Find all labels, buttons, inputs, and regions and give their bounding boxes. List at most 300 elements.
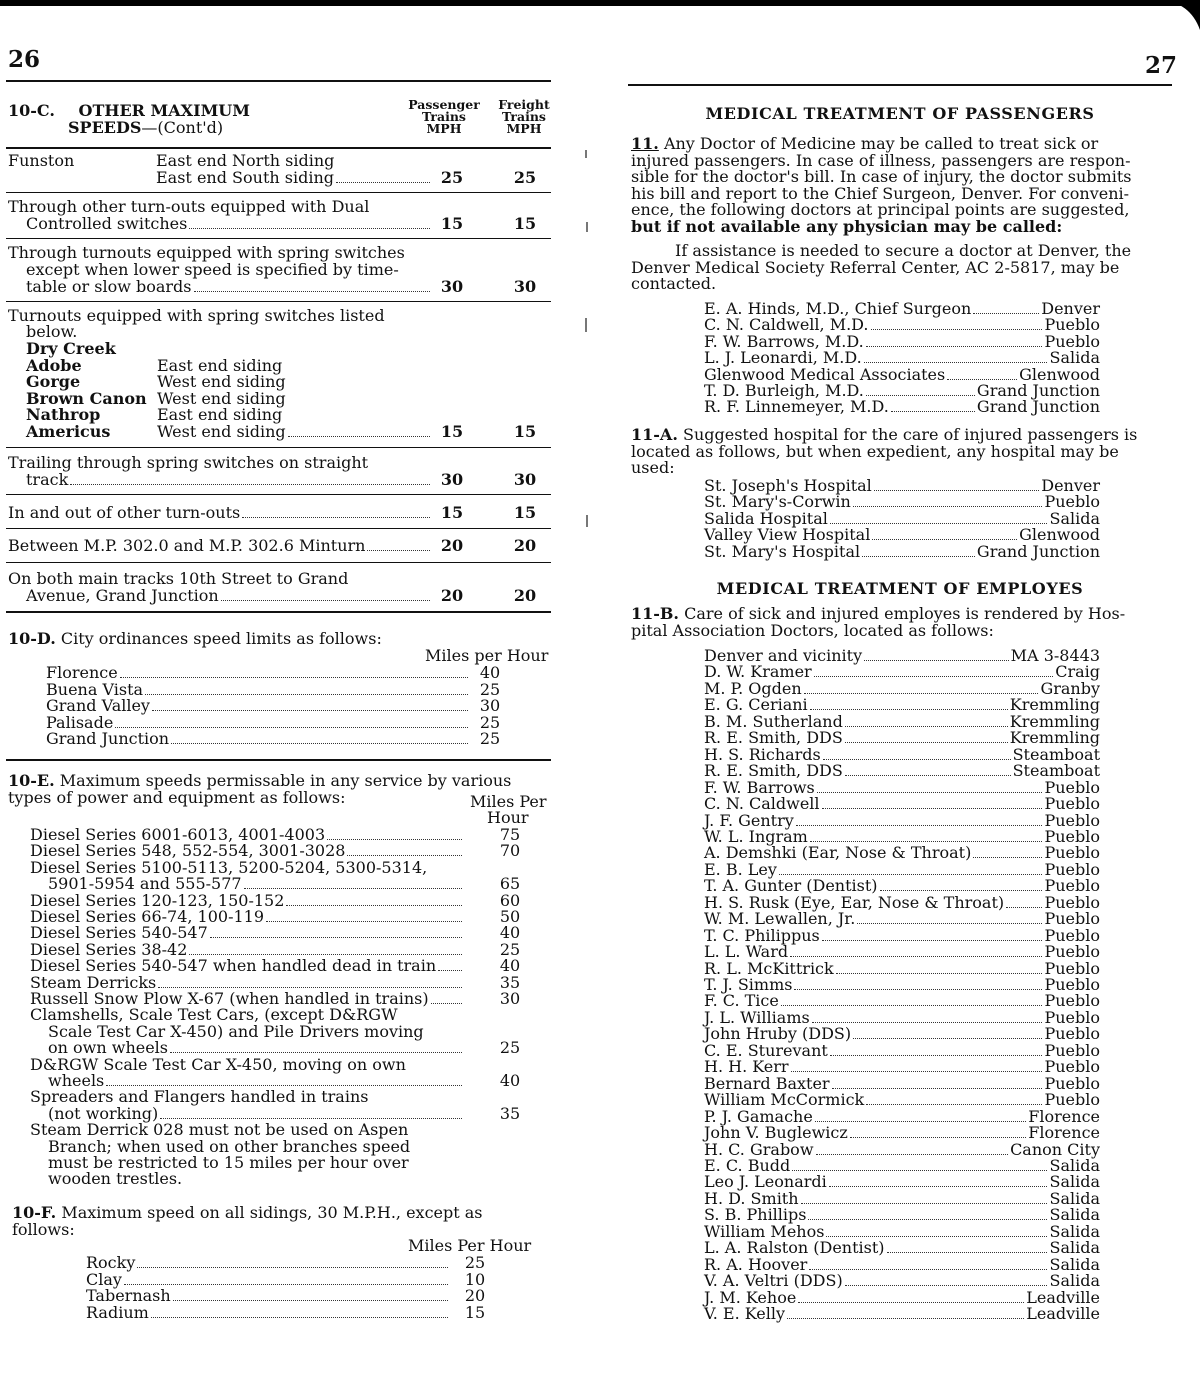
sec11-line2: sible for the doctor's bill. In case of injury, the doctor submits xyxy=(631,167,1132,187)
equipment-row-label: Diesel Series 6001-6013, 4001-4003 xyxy=(30,825,326,844)
equipment-speed: 40 xyxy=(499,956,521,976)
leader-dots xyxy=(798,1302,1024,1303)
hospital-row-label: St. Mary's-Corwin xyxy=(704,492,851,512)
row-dual-label: Controlled switches xyxy=(26,214,188,233)
equipment-note-line: must be restricted to 15 miles per hour over xyxy=(48,1153,409,1172)
equipment-row-label: Diesel Series 66-74, 100-119 xyxy=(30,907,265,926)
employe-doctor-row-value: Pueblo xyxy=(1044,1007,1100,1027)
leader-dots xyxy=(810,841,1043,842)
employe-doctor-row-label: V. E. Kelly xyxy=(704,1304,786,1323)
row-minturn-freight: 20 xyxy=(513,536,537,555)
suggested-doctor-row-value: Grand Junction xyxy=(976,397,1100,417)
employe-doctor-row-value: Pueblo xyxy=(1044,1090,1100,1110)
hospital-row-value: Glenwood xyxy=(1019,525,1100,545)
sec11-paragraph2 xyxy=(631,243,1171,293)
row-spring-label: table or slow boards xyxy=(26,277,192,296)
employe-doctor-row-label: T. J. Simms xyxy=(704,975,793,994)
employe-doctor-row-label: John Hruby (DDS) xyxy=(704,1024,852,1044)
employe-doctor-row-value: Pueblo xyxy=(1044,826,1100,846)
col-head-passenger-3: MPH xyxy=(426,121,462,136)
suggested-doctor-row-value: Grand Junction xyxy=(976,381,1100,400)
employe-doctor-row-value: Pueblo xyxy=(1044,1073,1100,1093)
leader-dots xyxy=(866,1104,1042,1105)
employe-doctor-row-label: W. L. Ingram xyxy=(704,826,808,846)
employe-doctor-row-label: P. J. Gamache xyxy=(704,1106,813,1126)
suggested-doctor-row-value: Denver xyxy=(1041,299,1100,318)
employe-doctor-row-value: Canon City xyxy=(1010,1139,1100,1159)
heading-employes: MEDICAL TREATMENT OF EMPLOYES xyxy=(716,579,1084,598)
employe-doctor-row-label: J. L. Williams xyxy=(704,1007,810,1027)
equipment-speed: 40 xyxy=(499,1071,521,1090)
sec11-bold-line: but if not available any physician may be called: xyxy=(631,216,1063,236)
sec11b-line1: pital Association Doctors, located as follows: xyxy=(631,620,994,640)
suggested-doctor-row-value: Pueblo xyxy=(1044,315,1100,335)
hospital-row-value: Denver xyxy=(1041,476,1100,495)
row-dual-line1: Through other turn-outs equipped with Dual xyxy=(8,197,370,216)
spring-list-loc-1: East end siding xyxy=(157,356,283,375)
leader-dots xyxy=(830,1055,1043,1056)
sec11a-line2: used: xyxy=(631,458,675,478)
spring-list-name-4: Nathrop xyxy=(26,405,101,424)
equipment-speed: 50 xyxy=(499,907,521,926)
employe-doctor-row xyxy=(704,1306,1100,1323)
suggested-doctor-row-label: C. N. Caldwell, M.D. xyxy=(704,315,869,335)
employe-doctor-row-value: Pueblo xyxy=(1044,810,1100,830)
city-limit-row-label: Grand Valley xyxy=(46,696,150,716)
equipment-speed: 25 xyxy=(499,939,521,959)
leader-dots xyxy=(816,1154,1009,1155)
row-grandave-label: Avenue, Grand Junction xyxy=(26,586,219,605)
leader-dots xyxy=(791,1071,1043,1072)
employe-doctor-row-value: Pueblo xyxy=(1044,777,1100,797)
sec10d-id: 10-D. xyxy=(8,629,56,648)
sec11a-line0-text: Suggested hospital for the care of injured passengers is xyxy=(682,425,1138,444)
employe-doctor-row-label: E. B. Ley xyxy=(704,859,777,879)
employe-doctor-row-value: Kremmling xyxy=(1009,728,1100,748)
col-head-passenger-1: Passenger xyxy=(408,97,480,112)
leader-dots xyxy=(792,1170,1047,1171)
leader-dots xyxy=(973,857,1042,858)
employe-doctor-row-label: F. C. Tice xyxy=(704,991,779,1011)
siding-speed-value: 20 xyxy=(464,1286,486,1306)
hospital-row-value: Pueblo xyxy=(1044,492,1100,512)
employe-doctor-row-value: Granby xyxy=(1040,678,1100,698)
employe-doctor-row-value: Salida xyxy=(1049,1271,1100,1291)
row-trailing-freight: 30 xyxy=(513,470,537,489)
equipment-speed: 25 xyxy=(499,1038,521,1058)
leader-dots xyxy=(804,693,1039,694)
leader-dots xyxy=(853,1038,1042,1039)
leader-dots xyxy=(853,506,1043,507)
hospital-row-label: St. Mary's Hospital xyxy=(704,541,861,561)
sec11b-id: 11-B. xyxy=(631,604,679,623)
row-funston-south-label: East end South siding xyxy=(156,168,334,187)
row-inout-label: In and out of other turn-outs xyxy=(8,503,241,522)
siding-speed-value: 10 xyxy=(464,1269,486,1289)
sec11a-id: 11-A. xyxy=(631,425,678,444)
city-limit-row-label: Grand Junction xyxy=(46,729,170,749)
sec11-line4: ence, the following doctors at principal points are suggested, xyxy=(631,200,1130,220)
employe-doctor-row-value: Kremmling xyxy=(1009,695,1100,715)
row-funston-name: Funston xyxy=(8,151,75,170)
employe-doctor-row-label: William McCormick xyxy=(704,1090,865,1110)
employe-doctor-row-value: Pueblo xyxy=(1044,1024,1100,1044)
sec10c-title-line1: OTHER MAXIMUM xyxy=(78,101,250,120)
siding-speed-value: 15 xyxy=(464,1302,486,1322)
leader-dots xyxy=(874,490,1039,491)
leader-dots xyxy=(1006,907,1042,908)
heading-passengers: MEDICAL TREATMENT OF PASSENGERS xyxy=(705,104,1095,123)
employe-doctor-row-label: Denver and vicinity xyxy=(704,646,863,665)
equipment-row-text: Diesel Series 5100-5113, 5200-5204, 5300-5314, xyxy=(30,857,428,877)
employe-doctor-row-label: H. S. Rusk (Eye, Ear, Nose & Throat) xyxy=(704,892,1005,912)
row-funston-north: East end North siding xyxy=(156,151,335,170)
equipment-speed: 60 xyxy=(499,890,521,910)
spring-list-loc-4: East end siding xyxy=(157,405,283,424)
hospital-row-value: Grand Junction xyxy=(976,541,1100,561)
row-turnouts-pass: 15 xyxy=(440,422,464,441)
employe-doctor-row-value: Salida xyxy=(1049,1221,1100,1241)
leader-dots xyxy=(862,556,975,557)
employe-doctor-row-value: Salida xyxy=(1049,1155,1100,1175)
row-funston-pass: 25 xyxy=(440,168,464,187)
row-inout-pass: 15 xyxy=(440,503,464,522)
leader-dots xyxy=(810,709,1008,710)
sec10f-unit: Miles Per Hour xyxy=(408,1236,532,1255)
employe-doctor-row-label: M. P. Ogden xyxy=(704,678,802,698)
employe-doctor-row-value: Craig xyxy=(1055,662,1100,682)
employe-doctor-row-label: R. E. Smith, DDS xyxy=(704,728,843,748)
employe-doctor-row-value: Salida xyxy=(1049,1188,1100,1208)
employe-doctor-row-label: D. W. Kramer xyxy=(704,662,812,682)
sec10d-text: City ordinances speed limits as follows: xyxy=(60,629,382,648)
employe-doctor-row-label: F. W. Barrows xyxy=(704,777,815,797)
employe-doctor-row-value: Pueblo xyxy=(1044,876,1100,896)
employe-doctor-row-label: W. M. Lewallen, Jr. xyxy=(704,909,856,929)
leader-dots xyxy=(790,956,1042,957)
row-turnouts-line1: Turnouts equipped with spring switches listed xyxy=(8,306,385,325)
hospital-row-label: Salida Hospital xyxy=(704,508,828,528)
siding-speed-row-label: Rocky xyxy=(86,1253,136,1272)
employe-doctor-row-label: R. L. McKittrick xyxy=(704,958,834,978)
row-spring-line1: Through turnouts equipped with spring switches xyxy=(8,243,405,262)
sec11a-paragraph xyxy=(631,427,1171,477)
row-grandave-line1: On both main tracks 10th Street to Grand xyxy=(8,569,349,588)
siding-speed-row-label: Radium xyxy=(86,1302,149,1322)
equipment-note-line: Steam Derrick 028 must not be used on Aspen xyxy=(30,1120,409,1140)
equipment-row-label: (not working) xyxy=(48,1103,159,1123)
leader-dots xyxy=(891,411,975,412)
sec10e-text1: Maximum speeds permissable in any service by various xyxy=(59,771,512,790)
leader-dots xyxy=(822,808,1043,809)
row-inout-freight: 15 xyxy=(513,503,537,522)
city-limit-value: 25 xyxy=(479,712,501,732)
employe-doctor-row-value: Pueblo xyxy=(1044,975,1100,994)
equipment-row-label: Diesel Series 38-42 xyxy=(30,939,188,959)
sec10d-unit: Miles per Hour xyxy=(425,646,549,665)
employe-doctor-row-label: J. F. Gentry xyxy=(704,810,794,830)
equipment-row-text: Spreaders and Flangers handled in trains xyxy=(30,1087,369,1107)
leader-dots xyxy=(814,676,1054,677)
city-limit-row-label: Florence xyxy=(46,663,118,682)
employe-doctor-row-label: John V. Buglewicz xyxy=(704,1123,848,1143)
leader-dots xyxy=(857,923,1042,924)
spring-list-loc-3: West end siding xyxy=(157,389,286,408)
employe-doctor-row-label: H. H. Kerr xyxy=(704,1057,789,1077)
employe-doctor-row-value: Pueblo xyxy=(1044,794,1100,814)
leader-dots xyxy=(829,1186,1048,1187)
suggested-doctor-row xyxy=(704,399,1100,416)
leader-dots xyxy=(866,346,1043,347)
sec11-id: 11. xyxy=(631,134,659,153)
sec11-para2-line1: Denver Medical Society Referral Center, AC 2-5817, may be xyxy=(631,257,1120,277)
row-minturn-label: Between M.P. 302.0 and M.P. 302.6 Minturn xyxy=(8,536,366,555)
spring-list-name-1: Adobe xyxy=(26,356,82,375)
equipment-speed: 35 xyxy=(499,972,521,992)
city-limit-value: 25 xyxy=(479,729,501,749)
sec11-line0-text: Any Doctor of Medicine may be called to treat sick or xyxy=(663,134,1099,153)
suggested-doctor-row-label: L. J. Leonardi, M.D. xyxy=(704,348,862,368)
employe-doctor-row-label: T. C. Philippus xyxy=(704,925,820,945)
sec10f-id: 10-F. xyxy=(12,1203,57,1222)
employe-doctor-row-value: Pueblo xyxy=(1044,1057,1100,1077)
leader-dots xyxy=(866,395,975,396)
col-head-passenger-2: Trains xyxy=(422,109,466,124)
row-funston-freight: 25 xyxy=(513,168,537,187)
city-limit-row-label: Palisade xyxy=(46,712,114,732)
employe-doctor-row-value: Kremmling xyxy=(1009,711,1100,731)
leader-dots xyxy=(880,890,1043,891)
employe-doctor-row-label: E. G. Ceriani xyxy=(704,695,808,715)
leader-dots xyxy=(823,759,1011,760)
sec10c-title-bold: SPEEDS xyxy=(68,118,142,137)
suggested-doctor-row-value: Glenwood xyxy=(1019,364,1100,384)
equipment-row-text: Scale Test Car X-450) and Pile Drivers moving xyxy=(48,1021,424,1041)
sec11a-line1: located as follows, but when expedient, any hospital may be xyxy=(631,441,1119,461)
equipment-row-label: Diesel Series 548, 552-554, 3001-3028 xyxy=(30,841,346,861)
equipment-row-text: D&RGW Scale Test Car X-450, moving on own xyxy=(30,1054,406,1074)
employe-doctor-row-value: Florence xyxy=(1028,1123,1100,1143)
hospital-row-label: St. Joseph's Hospital xyxy=(704,476,872,495)
leader-dots xyxy=(845,775,1011,776)
row-trailing-pass: 30 xyxy=(440,470,464,489)
leader-dots xyxy=(801,1203,1048,1204)
employe-doctor-row-value: Salida xyxy=(1049,1238,1100,1258)
employe-doctor-row-label: J. M. Kehoe xyxy=(704,1287,797,1307)
spring-list-name-3: Brown Canon xyxy=(26,389,147,408)
employe-doctor-row-label: H. S. Richards xyxy=(704,744,821,764)
employe-doctor-row-label: R. A. Hoover xyxy=(704,1254,808,1274)
employe-doctor-row-label: V. A. Veltri (DDS) xyxy=(704,1271,843,1291)
employe-doctor-row-value: Salida xyxy=(1049,1172,1100,1192)
city-limit-value: 25 xyxy=(479,679,501,699)
leader-dots xyxy=(973,313,1039,314)
employe-doctor-row-value: Pueblo xyxy=(1044,991,1100,1011)
spring-list-name-0: Dry Creek xyxy=(26,339,116,358)
leader-dots xyxy=(872,539,1017,540)
suggested-doctor-row-value: Pueblo xyxy=(1044,331,1100,351)
row-grandave-pass: 20 xyxy=(440,586,464,605)
leader-dots xyxy=(947,379,1017,380)
hospital-row-label: Valley View Hospital xyxy=(704,525,871,545)
leader-dots xyxy=(779,874,1043,875)
equipment-speed: 35 xyxy=(499,1103,521,1123)
employe-doctor-row-label: S. B. Phillips xyxy=(704,1205,807,1225)
leader-dots xyxy=(808,1219,1047,1220)
sec11-para2-line0: If assistance is needed to secure a doctor at Denver, the xyxy=(675,241,1132,260)
employe-doctor-row-label: C. N. Caldwell xyxy=(704,794,820,814)
siding-speed-row-label: Clay xyxy=(86,1269,122,1289)
sec11b-line0-text: Care of sick and injured employes is rendered by Hos- xyxy=(684,604,1126,623)
leader-dots xyxy=(794,989,1042,990)
leader-dots xyxy=(845,742,1008,743)
spring-list-loc-2: West end siding xyxy=(157,372,286,391)
city-limit-value: 40 xyxy=(479,663,501,682)
leader-dots xyxy=(832,1088,1043,1089)
col-head-freight-3: MPH xyxy=(506,121,542,136)
page-number-right: 27 xyxy=(1145,52,1178,79)
suggested-doctor-row-label: F. W. Barrows, M.D. xyxy=(704,331,864,351)
suggested-doctor-row-value: Salida xyxy=(1049,348,1100,368)
hospital-row xyxy=(704,541,1100,561)
employe-doctor-row-label: B. M. Sutherland xyxy=(704,711,843,731)
leader-dots xyxy=(836,973,1043,974)
employe-doctor-row-label: T. A. Gunter (Dentist) xyxy=(704,876,878,896)
employe-doctor-row-value: Pueblo xyxy=(1044,925,1100,945)
employe-doctor-row-value: Pueblo xyxy=(1044,909,1100,929)
sec11-para2-line2: contacted. xyxy=(631,274,717,294)
leader-dots xyxy=(871,329,1043,330)
employe-doctor-row-value: Salida xyxy=(1049,1254,1100,1274)
spring-list-loc-5: West end siding xyxy=(157,422,286,441)
leader-dots xyxy=(850,1137,1027,1138)
col-head-freight-1: Freight xyxy=(498,97,550,112)
equipment-note-line: Branch; when used on other branches speed xyxy=(48,1136,411,1156)
employe-doctor-row-value: Pueblo xyxy=(1044,1040,1100,1060)
leader-dots xyxy=(822,940,1043,941)
leader-dots xyxy=(864,660,1009,661)
employe-doctor-row-value: Florence xyxy=(1028,1106,1100,1126)
row-spring-pass: 30 xyxy=(440,277,464,296)
suggested-doctor-row-label: Glenwood Medical Associates xyxy=(704,364,946,384)
page-number-left: 26 xyxy=(8,46,41,73)
row-trailing-line1: Trailing through spring switches on straight xyxy=(8,453,369,472)
sec10e-text2: types of power and equipment as follows: xyxy=(8,788,346,807)
sec10e-unit1: Miles Per xyxy=(470,792,547,811)
employe-doctor-row-label: H. C. Grabow xyxy=(704,1139,814,1159)
leader-dots xyxy=(830,523,1048,524)
sec10e-unit2: Hour xyxy=(487,808,529,827)
equipment-speed: 65 xyxy=(499,874,521,894)
employe-doctor-row-label: L. L. Ward xyxy=(704,942,789,962)
leader-dots xyxy=(864,362,1048,363)
siding-speed-value: 25 xyxy=(464,1253,486,1272)
leader-dots xyxy=(887,1252,1048,1253)
suggested-doctor-row-label: T. D. Burleigh, M.D. xyxy=(704,381,864,400)
leader-dots xyxy=(812,1022,1043,1023)
sec10e-id: 10-E. xyxy=(8,771,55,790)
sec10c-id: 10-C. xyxy=(8,101,55,120)
spring-list-name-2: Gorge xyxy=(26,372,81,391)
leader-dots xyxy=(845,726,1008,727)
employe-doctor-row-value: Pueblo xyxy=(1044,892,1100,912)
row-spring-line2: except when lower speed is specified by time- xyxy=(26,260,399,279)
equipment-row-text: Clamshells, Scale Test Cars, (except D&RGW xyxy=(30,1005,398,1025)
siding-speed-row-label: Tabernash xyxy=(86,1286,171,1306)
employe-doctor-row-value: Steamboat xyxy=(1012,744,1100,764)
row-dual-pass: 15 xyxy=(440,214,464,233)
equipment-speed: 40 xyxy=(499,923,521,943)
employe-doctor-row-value: Pueblo xyxy=(1044,958,1100,978)
sec10f-text2: follows: xyxy=(12,1220,75,1239)
employe-doctor-row-value: Steamboat xyxy=(1012,761,1100,781)
leader-dots xyxy=(787,1318,1024,1319)
leader-dots xyxy=(845,1285,1048,1286)
equipment-row-label: 5901-5954 and 555-577 xyxy=(48,874,242,894)
equipment-note-line: wooden trestles. xyxy=(48,1169,183,1189)
equipment-row-label: Diesel Series 540-547 xyxy=(30,923,208,943)
sec11-paragraph xyxy=(631,136,1171,236)
equipment-speed: 30 xyxy=(499,989,521,1008)
sec10f-text1: Maximum speed on all sidings, 30 M.P.H., except as xyxy=(61,1203,483,1222)
leader-dots xyxy=(796,825,1043,826)
row-trailing-label: track xyxy=(26,470,69,489)
row-turnouts-line2: below. xyxy=(26,322,78,341)
employe-doctor-row-label: Bernard Baxter xyxy=(704,1073,830,1093)
employe-doctor-row-value: Salida xyxy=(1049,1205,1100,1225)
city-limit-row-label: Buena Vista xyxy=(46,679,144,699)
sec10c-title-rest: —(Cont'd) xyxy=(141,118,224,137)
sec11b-paragraph xyxy=(631,606,1171,639)
employe-doctor-row-label: William Mehos xyxy=(704,1221,825,1241)
employe-doctor-row-value: Pueblo xyxy=(1044,942,1100,962)
employe-doctor-row-value: Pueblo xyxy=(1044,843,1100,863)
city-limit-value: 30 xyxy=(479,696,501,716)
employe-doctor-row-label: Leo J. Leonardi xyxy=(704,1172,827,1192)
employe-doctor-row-label: E. C. Budd xyxy=(704,1155,791,1175)
leader-dots xyxy=(781,1005,1043,1006)
row-turnouts-freight: 15 xyxy=(513,422,537,441)
employe-doctor-row-value: MA 3-8443 xyxy=(1010,646,1100,665)
leader-dots xyxy=(817,792,1043,793)
equipment-row-label: Diesel Series 120-123, 150-152 xyxy=(30,890,285,910)
sec11-line1: injured passengers. In case of illness, passengers are respon- xyxy=(631,150,1131,170)
suggested-doctor-row-label: E. A. Hinds, M.D., Chief Surgeon xyxy=(704,299,972,318)
employe-doctor-row-value: Pueblo xyxy=(1044,859,1100,879)
employe-doctor-row-label: L. A. Ralston (Dentist) xyxy=(704,1238,885,1258)
row-grandave-freight: 20 xyxy=(513,586,537,605)
equipment-speed: 70 xyxy=(499,841,521,861)
employe-doctor-row-label: H. D. Smith xyxy=(704,1188,799,1208)
row-minturn-pass: 20 xyxy=(440,536,464,555)
employe-doctor-row-label: R. E. Smith, DDS xyxy=(704,761,843,781)
equipment-row-label: Steam Derricks xyxy=(30,972,157,992)
leader-dots xyxy=(815,1121,1026,1122)
suggested-doctor-row-label: R. F. Linnemeyer, M.D. xyxy=(704,397,889,417)
hospital-row-value: Salida xyxy=(1049,508,1100,528)
col-head-freight-2: Trains xyxy=(502,109,546,124)
equipment-speed: 75 xyxy=(499,825,521,844)
row-spring-freight: 30 xyxy=(513,277,537,296)
employe-doctor-row-label: C. E. Sturevant xyxy=(704,1040,828,1060)
spring-list-name-5: Americus xyxy=(26,422,111,441)
employe-doctor-row-label: A. Demshki (Ear, Nose & Throat) xyxy=(704,843,972,863)
leader-dots xyxy=(826,1236,1047,1237)
equipment-row-label: Russell Snow Plow X-67 (when handled in trains) xyxy=(30,989,429,1008)
equipment-row-label: on own wheels xyxy=(48,1038,169,1058)
sec11-line3: his bill and report to the Chief Surgeon, Denver. For conveni- xyxy=(631,183,1130,203)
equipment-row-label: wheels xyxy=(48,1071,105,1090)
